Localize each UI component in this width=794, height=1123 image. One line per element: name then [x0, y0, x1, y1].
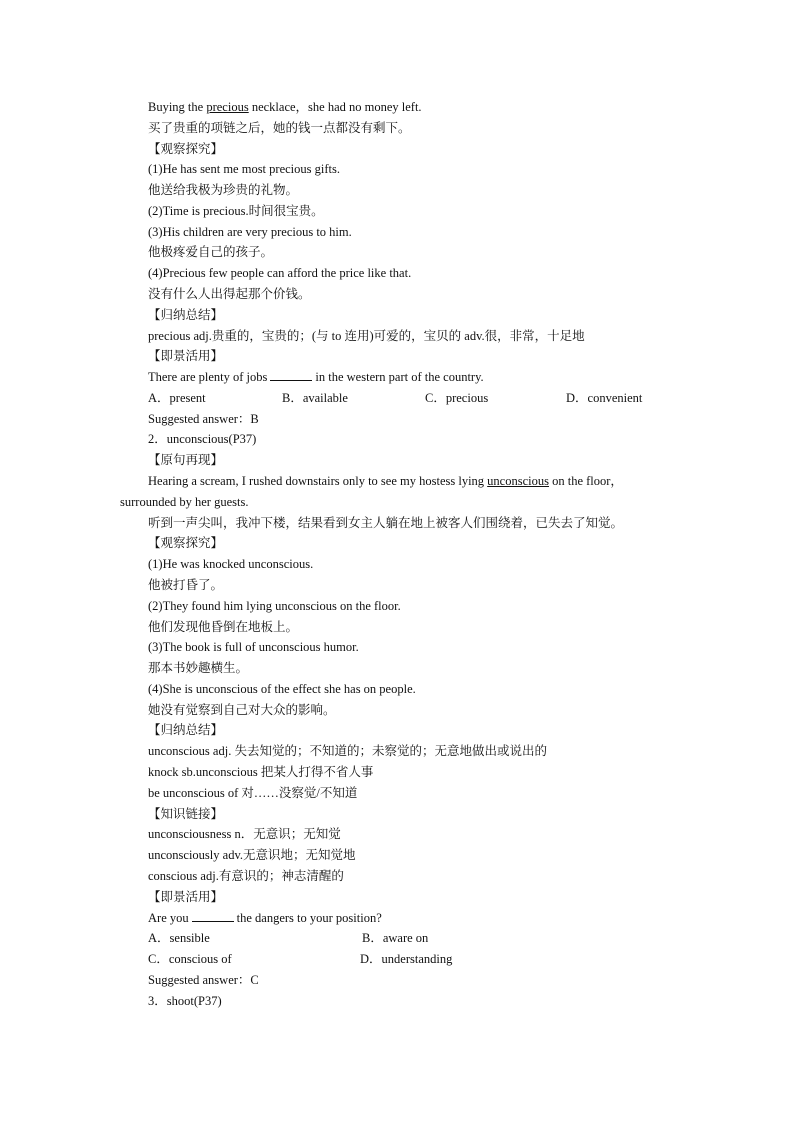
heading-original: 【原句再现】: [148, 452, 224, 467]
link-line-1: unconsciousness n．无意识；无知觉: [148, 827, 341, 841]
answer-blank: [192, 910, 234, 922]
example-text: Buying the: [148, 100, 207, 114]
summary-line-3: be unconscious of 对……没察觉/不知道: [148, 786, 358, 800]
exercise-question-2: [148, 910, 382, 926]
question-text: Are you: [148, 911, 189, 925]
option-a: A．present: [148, 391, 206, 405]
heading-apply: 【即景活用】: [148, 348, 224, 363]
link-line-3: conscious adj.有意识的；神志清醒的: [148, 869, 344, 883]
section-title-unconscious: 2．unconscious(P37): [148, 432, 257, 446]
option-b-2: B．aware on: [362, 931, 429, 945]
option-b: B．available: [282, 391, 348, 405]
original-translation: 听到一声尖叫，我冲下楼，结果看到女主人躺在地上被客人们围绕着，已失去了知觉。: [148, 515, 624, 530]
section-title-shoot: 3．shoot(P37): [148, 994, 222, 1008]
original-sentence-cont: surrounded by her guests.: [120, 495, 249, 509]
heading-observe-2: 【观察探究】: [148, 535, 224, 550]
observe-2-3-cn: 那本书妙趣横生。: [148, 660, 249, 675]
suggested-answer-2: Suggested answer：C: [148, 973, 259, 987]
example-sentence: [148, 99, 422, 115]
observe-2: (2)Time is precious.时间很宝贵。: [148, 204, 324, 218]
option-d: D．convenient: [566, 391, 643, 405]
option-d-2: D．understanding: [360, 952, 453, 966]
option-c-2: C．conscious of: [148, 952, 232, 966]
original-sentence: [148, 473, 623, 489]
question-text-end: the dangers to your position?: [236, 911, 382, 925]
summary-precious: precious adj.贵重的，宝贵的；(与 to 连用)可爱的，宝贝的 adv.很，非常，十足地: [148, 329, 585, 343]
heading-link: 【知识链接】: [148, 806, 224, 821]
observe-4-cn: 没有什么人出得起那个价钱。: [148, 286, 311, 301]
observe-1-cn: 他送给我极为珍贵的礼物。: [148, 182, 299, 197]
observe-2-4-cn: 她没有觉察到自己对大众的影响。: [148, 702, 336, 717]
observe-2-4-en: (4)She is unconscious of the effect she has on people.: [148, 682, 416, 696]
observe-2-2-en: (2)They found him lying unconscious on the floor.: [148, 599, 401, 613]
observe-2-1-en: (1)He was knocked unconscious.: [148, 557, 314, 571]
heading-summary: 【归纳总结】: [148, 307, 224, 322]
summary-line-2: knock sb.unconscious 把某人打得不省人事: [148, 765, 374, 779]
observe-4-en: (4)Precious few people can afford the price like that.: [148, 266, 412, 280]
question-text: There are plenty of jobs: [148, 370, 268, 384]
example-text-end: necklace，she had no money left.: [248, 100, 422, 114]
observe-1-en: (1)He has sent me most precious gifts.: [148, 162, 340, 176]
suggested-answer: Suggested answer：B: [148, 412, 259, 426]
observe-2-2-cn: 他们发现他昏倒在地板上。: [148, 619, 299, 634]
option-a-2: A．sensible: [148, 931, 210, 945]
observe-3-en: (3)His children are very precious to him.: [148, 225, 352, 239]
heading-apply-2: 【即景活用】: [148, 889, 224, 904]
observe-2-1-cn: 他被打昏了。: [148, 577, 224, 592]
heading-observe: 【观察探究】: [148, 141, 224, 156]
exercise-question: [148, 369, 484, 385]
answer-blank: [270, 369, 312, 381]
link-line-2: unconsciously adv.无意识地；无知觉地: [148, 848, 356, 862]
summary-line-1: unconscious adj. 失去知觉的；不知道的；未察觉的；无意地做出或说出的: [148, 744, 547, 758]
option-c: C．precious: [425, 391, 489, 405]
keyword-unconscious: unconscious: [487, 474, 549, 488]
observe-3-cn: 他极疼爱自己的孩子。: [148, 244, 274, 259]
original-text-end: on the floor，: [548, 474, 623, 488]
heading-summary-2: 【归纳总结】: [148, 722, 224, 737]
observe-2-3-en: (3)The book is full of unconscious humor.: [148, 640, 359, 654]
keyword-precious: precious: [206, 100, 249, 114]
original-text: Hearing a scream, I rushed downstairs only to see my hostess lying: [148, 474, 488, 488]
question-text-end: in the western part of the country.: [315, 370, 484, 384]
example-translation: 买了贵重的项链之后，她的钱一点都没有剩下。: [148, 120, 411, 135]
